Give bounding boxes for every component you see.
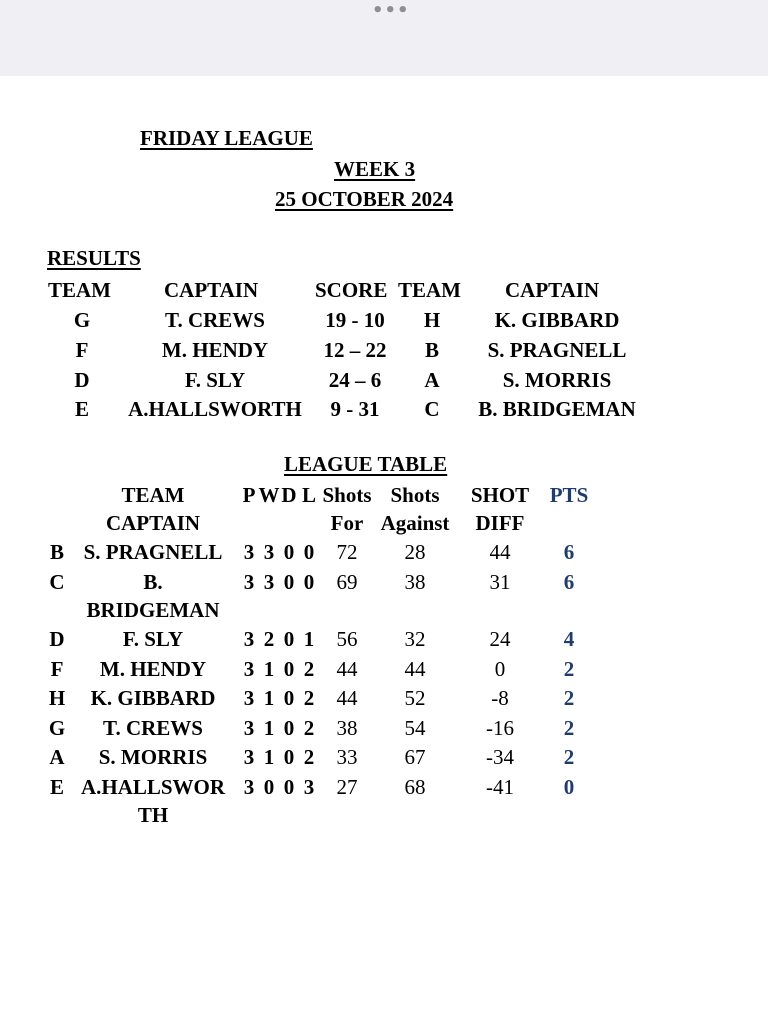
lt-header-captain: CAPTAIN — [105, 511, 201, 535]
results-heading: RESULTS — [47, 246, 141, 270]
lt-played: 3 — [243, 716, 255, 740]
lt-shot-diff: -8 — [491, 686, 509, 710]
result-captain2: S. PRAGNELL — [487, 338, 627, 362]
lt-header-shots-for-2: For — [330, 511, 364, 535]
lt-captain-cont: TH — [137, 803, 169, 827]
lt-lost: 2 — [303, 686, 315, 710]
lt-team: D — [49, 627, 65, 651]
lt-won: 3 — [263, 570, 275, 594]
lt-played: 3 — [243, 775, 255, 799]
lt-team: C — [49, 570, 65, 594]
results-header-score: SCORE — [315, 278, 388, 302]
more-dots-icon[interactable]: ••• — [372, 0, 410, 21]
result-captain1: F. SLY — [184, 368, 246, 392]
league-table-heading: LEAGUE TABLE — [284, 452, 448, 476]
lt-shots-for: 44 — [336, 657, 358, 681]
lt-played: 3 — [243, 657, 255, 681]
lt-captain: K. GIBBARD — [90, 686, 216, 710]
lt-drawn: 0 — [283, 570, 295, 594]
result-captain1: T. CREWS — [165, 308, 265, 332]
lt-drawn: 0 — [283, 627, 295, 651]
lt-drawn: 0 — [283, 686, 295, 710]
result-team1: G — [73, 308, 91, 332]
lt-header-shots-against: Shots — [390, 483, 440, 507]
result-team1: E — [74, 397, 89, 421]
result-team1: D — [74, 368, 90, 392]
lt-played: 3 — [243, 686, 255, 710]
lt-shot-diff: -41 — [486, 775, 514, 799]
lt-won: 3 — [263, 540, 275, 564]
lt-points: 2 — [563, 716, 575, 740]
lt-lost: 0 — [303, 570, 315, 594]
lt-shots-against: 54 — [404, 716, 426, 740]
lt-won: 1 — [263, 686, 275, 710]
lt-points: 2 — [563, 686, 575, 710]
lt-header-d: D — [281, 483, 297, 507]
lt-shot-diff: -34 — [486, 745, 514, 769]
lt-won: 1 — [263, 716, 275, 740]
lt-captain: S. PRAGNELL — [83, 540, 223, 564]
lt-shot-diff: 24 — [489, 627, 511, 651]
lt-played: 3 — [243, 745, 255, 769]
lt-team: F — [50, 657, 64, 681]
result-captain2: S. MORRIS — [502, 368, 612, 392]
result-team1: F — [75, 338, 89, 362]
lt-shots-against: 52 — [404, 686, 426, 710]
lt-points: 6 — [563, 570, 575, 594]
lt-played: 3 — [243, 570, 255, 594]
lt-won: 0 — [263, 775, 275, 799]
lt-captain: B. — [143, 570, 163, 594]
lt-points: 4 — [563, 627, 575, 651]
lt-points: 2 — [563, 745, 575, 769]
document-page — [0, 76, 768, 1024]
lt-lost: 1 — [303, 627, 315, 651]
lt-shot-diff: -16 — [486, 716, 514, 740]
lt-captain: S. MORRIS — [98, 745, 208, 769]
lt-drawn: 0 — [283, 775, 295, 799]
lt-header-team: TEAM — [121, 483, 185, 507]
lt-points: 6 — [563, 540, 575, 564]
result-score: 24 – 6 — [328, 368, 382, 392]
lt-header-shots-against-2: Against — [380, 511, 450, 535]
lt-won: 2 — [263, 627, 275, 651]
lt-lost: 3 — [303, 775, 315, 799]
lt-shots-for: 33 — [336, 745, 358, 769]
lt-lost: 2 — [303, 745, 315, 769]
lt-shots-against: 28 — [404, 540, 426, 564]
result-team2: H — [423, 308, 441, 332]
lt-header-shot-diff-2: DIFF — [475, 511, 525, 535]
result-captain2: B. BRIDGEMAN — [478, 397, 636, 421]
lt-shots-against: 44 — [404, 657, 426, 681]
results-header-team1: TEAM — [48, 278, 111, 302]
lt-lost: 2 — [303, 716, 315, 740]
result-team2: C — [424, 397, 440, 421]
lt-shot-diff: 0 — [494, 657, 506, 681]
results-header-team2: TEAM — [398, 278, 461, 302]
lt-won: 1 — [263, 657, 275, 681]
date-label: 25 OCTOBER 2024 — [275, 187, 454, 211]
result-captain1: A.HALLSWORTH — [128, 397, 302, 421]
week-label: WEEK 3 — [334, 157, 416, 181]
result-team2: B — [424, 338, 439, 362]
lt-shots-for: 27 — [336, 775, 358, 799]
lt-drawn: 0 — [283, 716, 295, 740]
lt-team: G — [48, 716, 66, 740]
results-header-captain1: CAPTAIN — [164, 278, 259, 302]
lt-shots-against: 68 — [404, 775, 426, 799]
lt-header-p: P — [242, 483, 256, 507]
lt-header-shots-for: Shots — [322, 483, 372, 507]
lt-drawn: 0 — [283, 540, 295, 564]
lt-lost: 2 — [303, 657, 315, 681]
result-captain1: M. HENDY — [161, 338, 269, 362]
lt-captain: A.HALLSWOR — [80, 775, 226, 799]
lt-shots-for: 38 — [336, 716, 358, 740]
result-score: 9 - 31 — [330, 397, 380, 421]
lt-captain: T. CREWS — [103, 716, 203, 740]
lt-shots-against: 32 — [404, 627, 426, 651]
lt-points: 0 — [563, 775, 575, 799]
lt-shots-against: 38 — [404, 570, 426, 594]
results-header-captain2: CAPTAIN — [505, 278, 600, 302]
lt-shots-for: 72 — [336, 540, 358, 564]
lt-shot-diff: 31 — [489, 570, 511, 594]
lt-drawn: 0 — [283, 745, 295, 769]
lt-team: E — [49, 775, 64, 799]
lt-shots-for: 56 — [336, 627, 358, 651]
lt-captain: F. SLY — [122, 627, 184, 651]
lt-header-l: L — [301, 483, 316, 507]
lt-played: 3 — [243, 540, 255, 564]
lt-shot-diff: 44 — [489, 540, 511, 564]
lt-team: B — [49, 540, 64, 564]
lt-lost: 0 — [303, 540, 315, 564]
lt-drawn: 0 — [283, 657, 295, 681]
lt-shots-for: 69 — [336, 570, 358, 594]
lt-won: 1 — [263, 745, 275, 769]
viewer-topbar — [0, 0, 768, 76]
result-score: 19 - 10 — [325, 308, 385, 332]
result-score: 12 – 22 — [323, 338, 387, 362]
lt-team: A — [49, 745, 65, 769]
lt-shots-for: 44 — [336, 686, 358, 710]
lt-captain-cont: BRIDGEMAN — [86, 598, 220, 622]
result-captain2: K. GIBBARD — [494, 308, 620, 332]
lt-header-w: W — [258, 483, 280, 507]
page-title: FRIDAY LEAGUE — [140, 126, 313, 150]
lt-header-pts: PTS — [549, 483, 589, 507]
lt-played: 3 — [243, 627, 255, 651]
lt-captain: M. HENDY — [99, 657, 207, 681]
lt-header-shot-diff: SHOT — [470, 483, 530, 507]
lt-shots-against: 67 — [404, 745, 426, 769]
lt-team: H — [48, 686, 66, 710]
lt-points: 2 — [563, 657, 575, 681]
result-team2: A — [424, 368, 440, 392]
